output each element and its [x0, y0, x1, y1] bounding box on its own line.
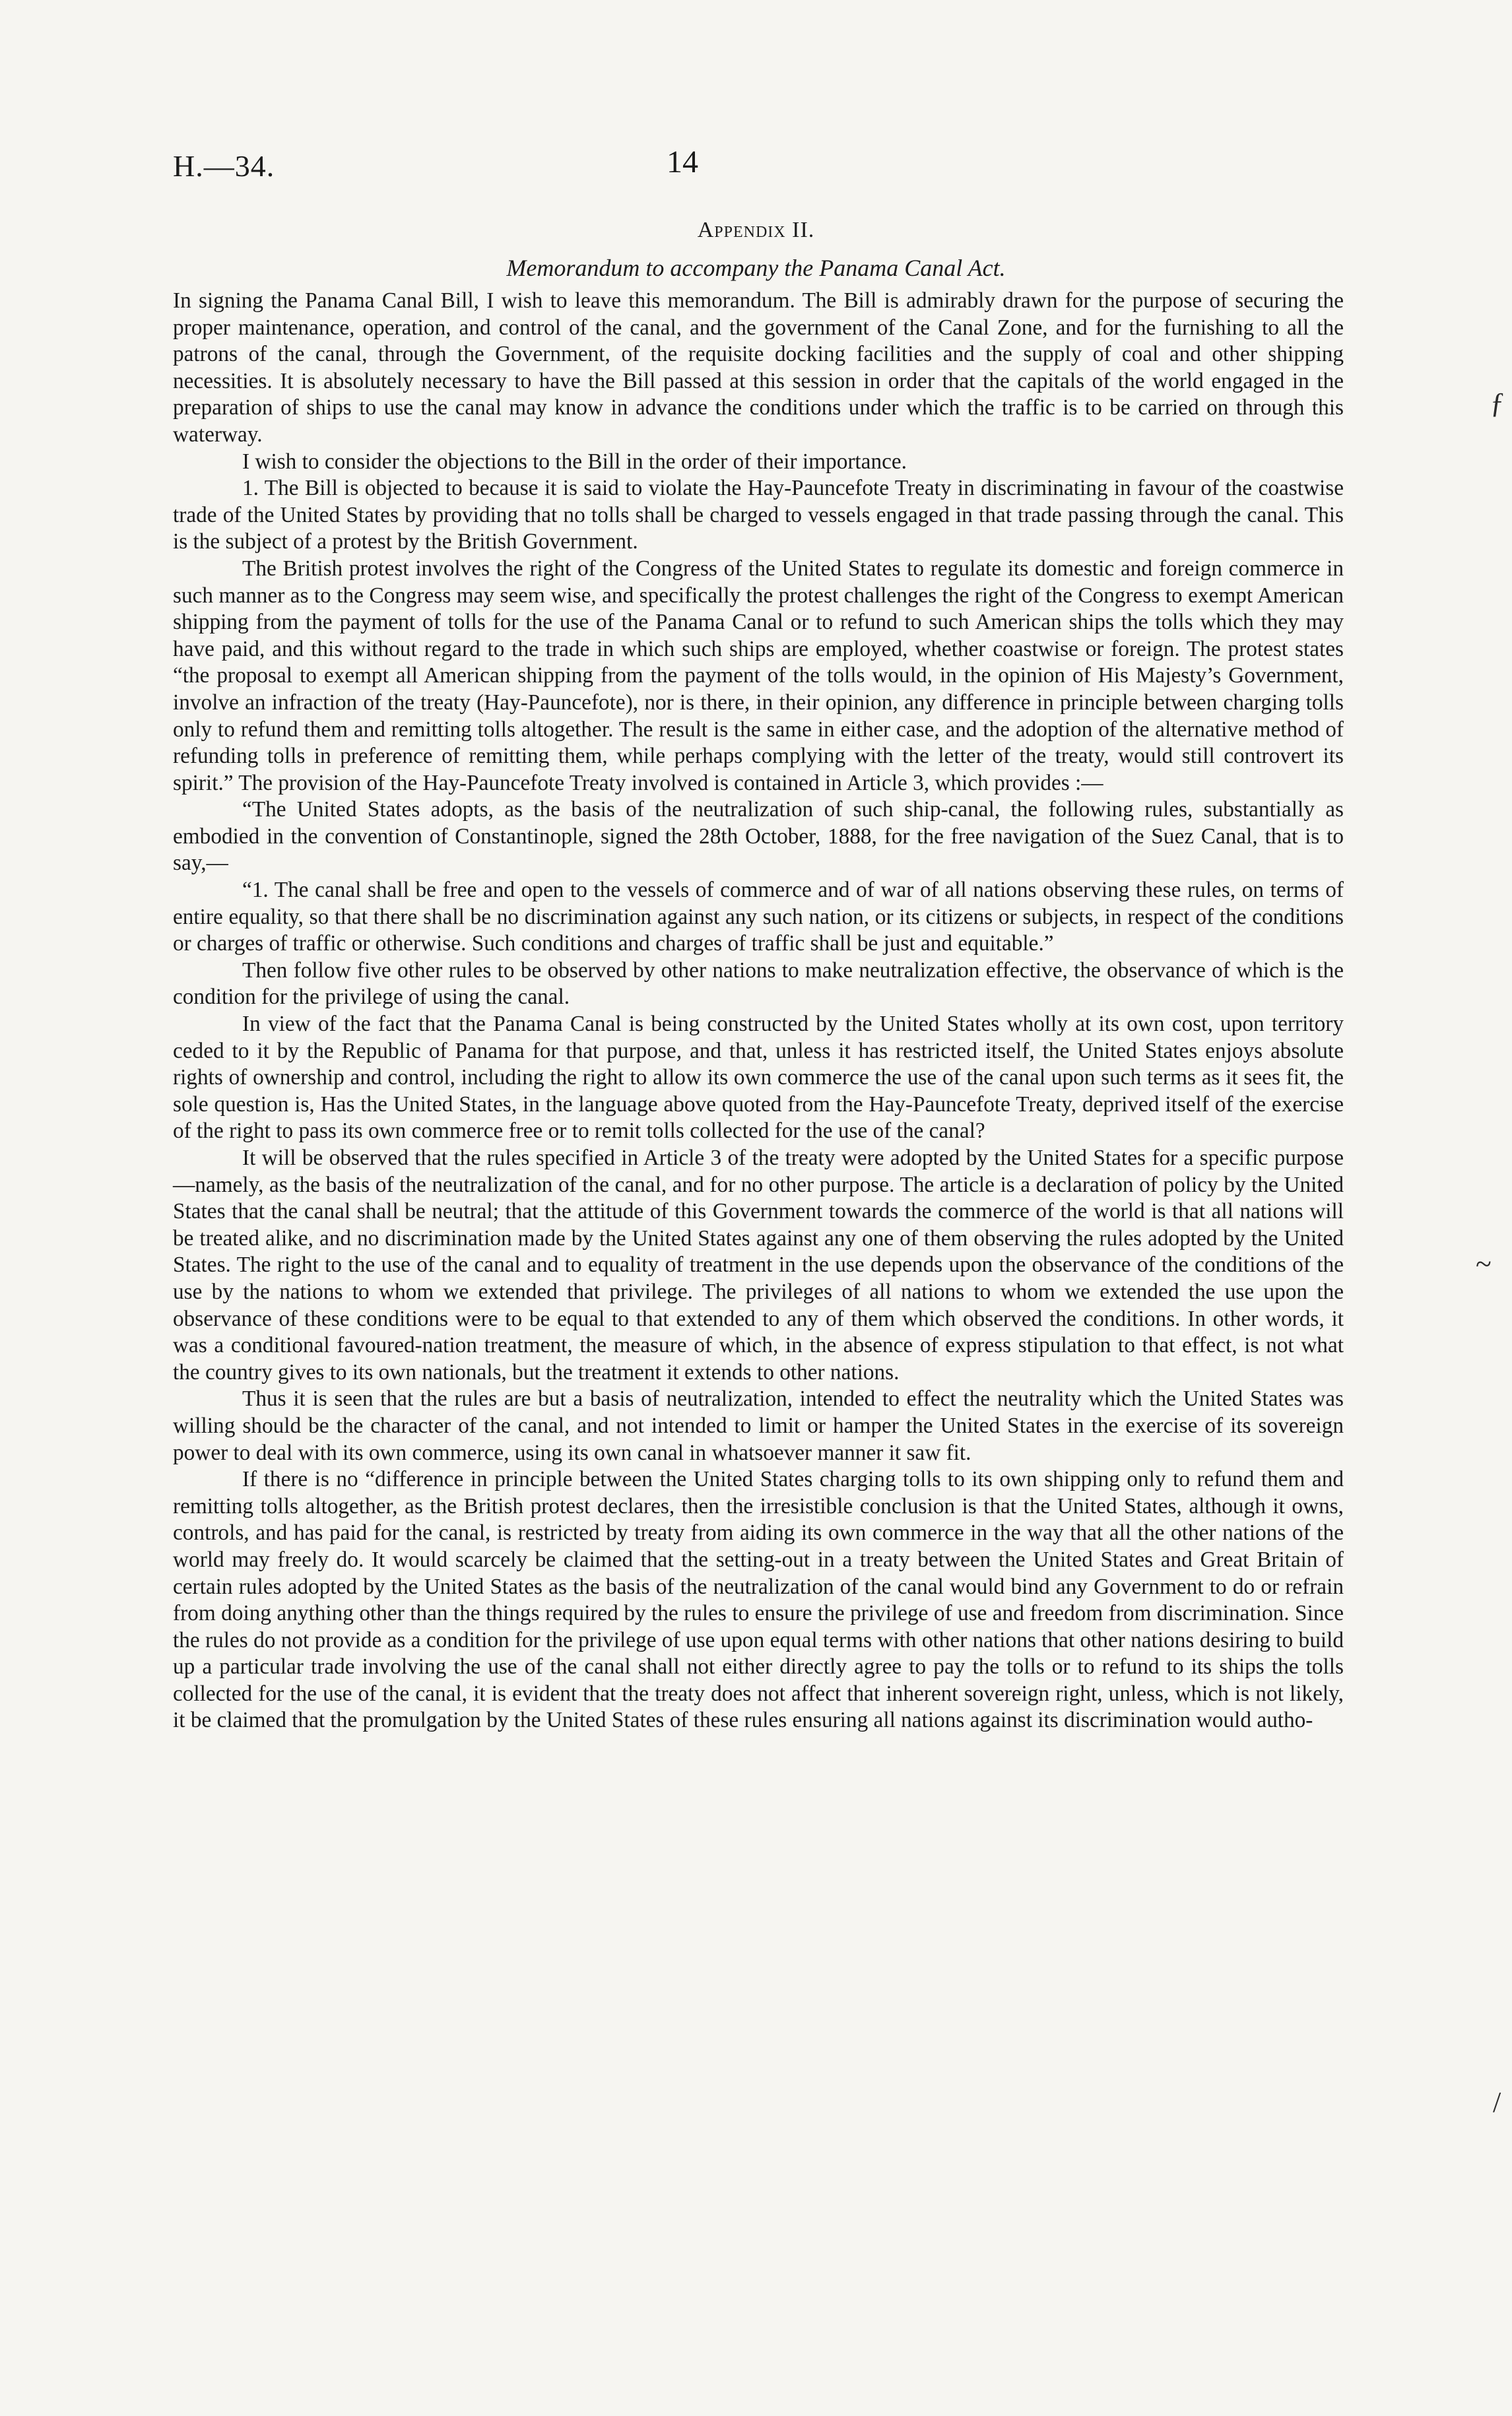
- paragraph-intro: In signing the Panama Canal Bill, I wish to leave this memorandum. The Bill is admirably drawn for the purpose of securing the proper maintenance, operation, and control of the canal, and the government of the Canal Zone, and for the furnishing to all the patrons of the canal, through the Government, of the requisite docking facilities and the supply of coal and other shipping necessities. It is absolutely necessary to have the Bill passed at this session in order that the capitals of the world engaged in the preparation of ships to use the canal may know in advance the conditions under which the traffic is to be carried on through this waterway.: [173, 288, 1344, 447]
- paragraph-objections: I wish to consider the objections to the Bill in the order of their importance.: [242, 449, 907, 474]
- paragraph-british-protest: The British protest involves the right of the Congress of the United States to regulate its domestic and foreign commerce in such manner as to the Congress may seem wise, and specifically the protest challenges the right of the Congress to exempt American shipping from the payment of tolls for the use of the Panama Canal or to refund to such American ships the tolls which they may have paid, and this without regard to the trade in which such ships are employed, whether coastwise or foreign. The protest states “the proposal to exempt all American shipping from the payment of the tolls would, in the opinion of His Majesty’s Government, involve an infraction of the treaty (Hay-Pauncefote), nor is there, in their opinion, any difference in principle between charging tolls only to refund them and remitting tolls altogether. The result is the same in either case, and the adoption of the alternative method of refunding tolls in preference of remitting them, while perhaps complying with the letter of the treaty, would still controvert its spirit.” The provision of the Hay-Pauncefote Treaty involved is contained in Article 3, which provides :—: [173, 556, 1344, 795]
- page-number: 14: [667, 145, 698, 180]
- memorandum-body: [173, 288, 1344, 1734]
- paragraph-difference-in-principle: If there is no “difference in principle between the United States charging tolls to its own shipping only to refund them and remitting tolls altogether, as the British protest declares, then the irresistible conclusion is that the United States, although it owns, controls, and has paid for the canal, is restricted by treaty from aiding its own commerce in the way that all the other nations of the world may freely do. It would scarcely be claimed that the setting-out in a treaty between the United States and Great Britain of certain rules adopted by the United States as the basis of the neutralization of the canal would bind any Government to do or refrain from doing anything other than the things required by the rules to ensure the privilege of use and freedom from discrimination. Since the rules do not provide as a condition for the privilege of use upon equal terms with other nations that other nations desiring to build up a particular trade involving the use of the canal shall not either directly agree to pay the tolls or to refund to its ships the tolls collected for the use of the canal, it is evident that the treaty does not affect that inherent sovereign right, unless, which is not likely, it be claimed that the promulgation by the United States of these rules ensuring all nations against its discrimination would autho-: [173, 1467, 1344, 1733]
- paragraph-specific-purpose: It will be observed that the rules specified in Article 3 of the treaty were adopted by the United States for a specific purpose—namely, as the basis of the neutralization of the canal, and for no other purpose. The article is a declaration of policy by the United States that the canal shall be neutral; that the attitude of this Government towards the commerce of the world is that all nations will be treated alike, and no discrimination made by the United States against any one of them observing the rules adopted by the United States. The right to the use of the canal and to equality of treatment in the use depends upon the observance of the conditions of the use by the nations to whom we extended that privilege. The privileges of all nations to whom we extended the use upon the observance of these conditions were to be equal to that extended to any of them which observed the conditions. In other words, it was a conditional favoured-nation treatment, the measure of which, in the absence of express stipulation to that effect, is not what the country gives to its own nationals, but the treatment it extends to other nations.: [173, 1146, 1344, 1385]
- paragraph-rule-one-quote: “1. The canal shall be free and open to the vessels of commerce and of war of all nations observing these rules, on terms of entire equality, so that there shall be no discrimination against any such nation, or its citizens or subjects, in respect of the conditions or charges of traffic or otherwise. Such conditions and charges of traffic shall be just and equitable.”: [173, 878, 1344, 956]
- margin-mark: ƒ: [1490, 387, 1505, 419]
- margin-mark: /: [1493, 2086, 1501, 2118]
- paragraph-sole-question: In view of the fact that the Panama Canal is being constructed by the United States wholly at its own cost, upon territory ceded to it by the Republic of Panama for that purpose, and that, unless it has restricted itself, the United States enjoys absolute rights of ownership and control, including the right to allow its own commerce the use of the canal upon such terms as it sees fit, the sole question is, Has the United States, in the language above quoted from the Hay-Pauncefote Treaty, deprived itself of the exercise of the right to pass its own commerce free or to remit tolls collected for the use of the canal?: [173, 1012, 1344, 1144]
- paragraph-other-rules: Then follow five other rules to be observed by other nations to make neutralization effective, the observance of which is the condition for the privilege of using the canal.: [173, 958, 1344, 1010]
- memorandum-title: Memorandum to accompany the Panama Canal Act.: [506, 255, 1006, 281]
- paragraph-article-three-quote: “The United States adopts, as the basis of the neutralization of such ship-canal, the following rules, substantially as embodied in the convention of Constantinople, signed the 28th October, 1888, for the free navigation of the Suez Canal, that is to say,—: [173, 797, 1344, 876]
- document-reference: H.—34.: [173, 149, 275, 183]
- paragraph-basis-of-neutralization: Thus it is seen that the rules are but a basis of neutralization, intended to effect the neutrality which the United States was willing should be the character of the canal, and not intended to limit or hamper the United States in the exercise of its sovereign power to deal with its own commerce, using its own canal in whatsoever manner it saw fit.: [173, 1387, 1344, 1465]
- appendix-title: Appendix II.: [697, 218, 815, 242]
- paragraph-objection-one: 1. The Bill is objected to because it is said to violate the Hay-Pauncefote Treaty in discriminating in favour of the coastwise trade of the United States by providing that no tolls shall be charged to vessels engaged in that trade passing through the canal. This is the subject of a protest by the British Government.: [173, 476, 1344, 554]
- margin-mark: ~: [1476, 1248, 1492, 1280]
